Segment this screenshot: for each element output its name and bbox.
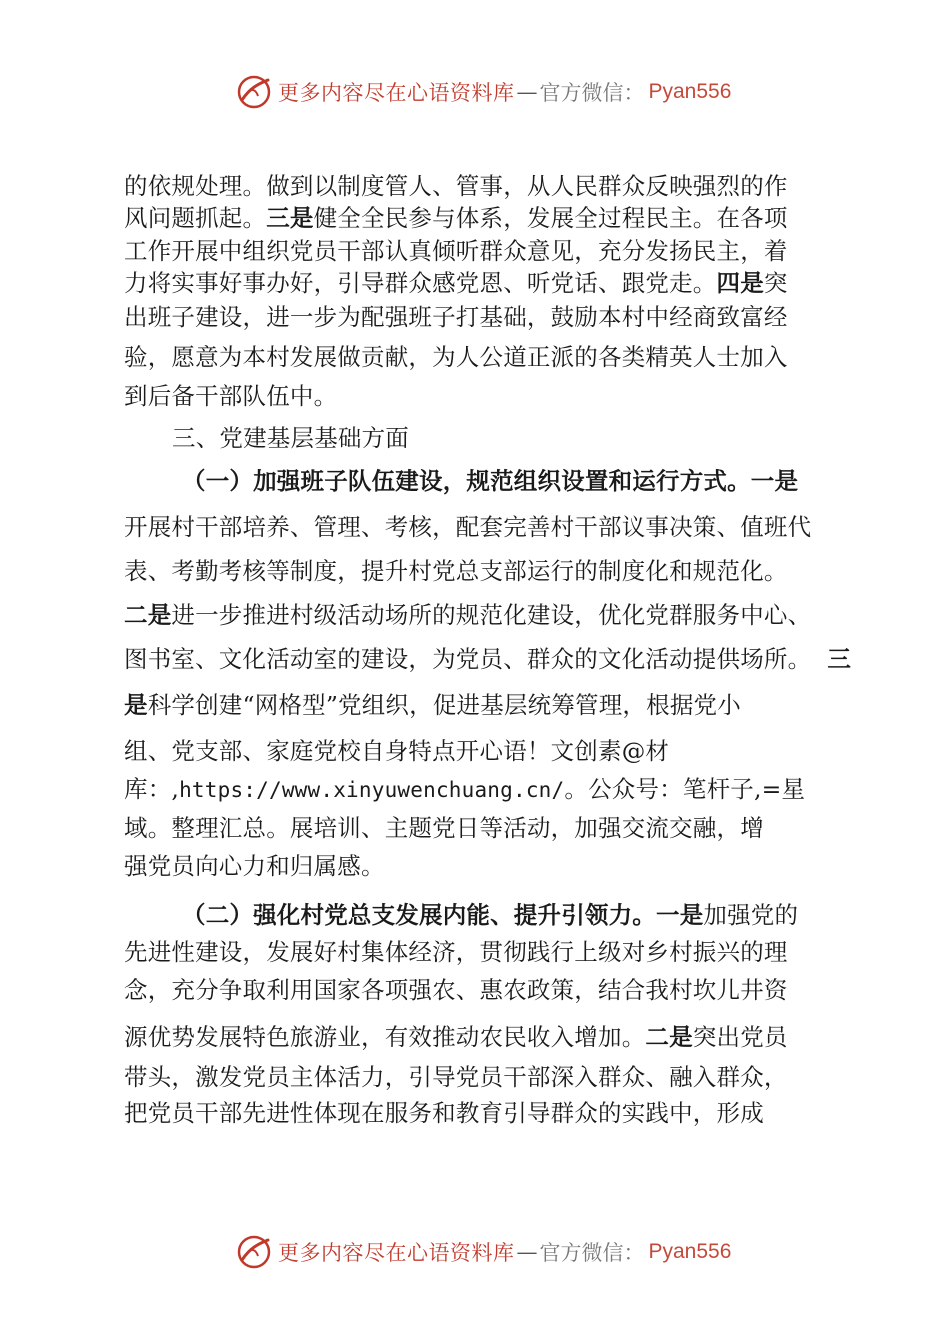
text-line: 组、党支部、家庭党校自身特点开心语！文创素@材 xyxy=(124,737,670,765)
text-line: 先进性建设，发展好村集体经济，贯彻践行上级对乡村振兴的理 xyxy=(124,938,788,966)
text-line: 出班子建设，进一步为配强班子打基础，鼓励本村中经商致富经 xyxy=(124,303,788,331)
text-line: 图书室、文化活动室的建设，为党员、群众的文化活动提供场所。 三 xyxy=(124,645,852,673)
text-line: 表、考勤考核等制度，提升村党总支部运行的制度化和规范化。 xyxy=(124,557,788,585)
text-line: 强党员向心力和归属感。 xyxy=(124,852,385,880)
text-line: 库：,https://www.xinyuwenchuang.cn/。公众号：笔杆子,=星 xyxy=(124,775,806,803)
text-line: 源优势发展特色旅游业，有效推动农民收入增加。二是突出党员 xyxy=(124,1023,788,1051)
banner-separator: — xyxy=(516,1240,538,1264)
text-line: 的依规处理。做到以制度管人、管事，从人民群众反映强烈的作 xyxy=(124,172,788,200)
subsection-heading: （二）强化村党总支发展内能、提升引领力。一是加强党的 xyxy=(182,901,799,929)
text-line: 验，愿意为本村发展做贡献，为人公道正派的各类精英人士加入 xyxy=(124,343,788,371)
text-line: 是科学创建“网格型”党组织，促进基层统筹管理，根据党小 xyxy=(124,691,741,719)
section-heading: 三、党建基层基础方面 xyxy=(172,424,409,452)
text-line: 到后备干部队伍中。 xyxy=(124,382,338,410)
header-banner xyxy=(236,72,756,112)
text-line: 开展村干部培养、管理、考核，配套完善村干部议事决策、值班代 xyxy=(124,513,812,541)
brand-logo-icon xyxy=(236,74,272,110)
brand-logo-icon xyxy=(236,1234,272,1270)
text-line: 工作开展中组织党员干部认真倾听群众意见，充分发扬民主，着 xyxy=(124,237,788,265)
banner-wechat-label: 官方微信： xyxy=(539,1241,645,1265)
banner-title: 更多内容尽在心语资料库 xyxy=(278,1241,515,1265)
text-line: 域。整理汇总。展培训、主题党日等活动，加强交流交融，增 xyxy=(124,814,764,842)
text-line: 力将实事好事办好，引导群众感党恩、听党话、跟党走。四是突 xyxy=(124,269,788,297)
text-line: 把党员干部先进性体现在服务和教育引导群众的实践中，形成 xyxy=(124,1099,764,1127)
url-text: https://www.xinyuwenchuang.cn/ xyxy=(179,778,565,802)
text-line: 带头，激发党员主体活力，引导党员干部深入群众、融入群众， xyxy=(124,1063,788,1091)
footer-banner xyxy=(236,1232,756,1272)
banner-wechat-id: Pyan556 xyxy=(648,1240,732,1263)
text-line: 风问题抓起。三是健全全民参与体系，发展全过程民主。在各项 xyxy=(124,204,788,232)
banner-separator: — xyxy=(516,80,538,104)
text-line: 二是进一步推进村级活动场所的规范化建设，优化党群服务中心、 xyxy=(124,601,812,629)
banner-wechat-label: 官方微信： xyxy=(539,81,645,105)
text-line: 念，充分争取利用国家各项强农、惠农政策，结合我村坎儿井资 xyxy=(124,976,788,1004)
banner-wechat-id: Pyan556 xyxy=(648,80,732,103)
banner-title: 更多内容尽在心语资料库 xyxy=(278,81,515,105)
subsection-heading: （一）加强班子队伍建设，规范组织设置和运行方式。一是 xyxy=(182,467,799,495)
